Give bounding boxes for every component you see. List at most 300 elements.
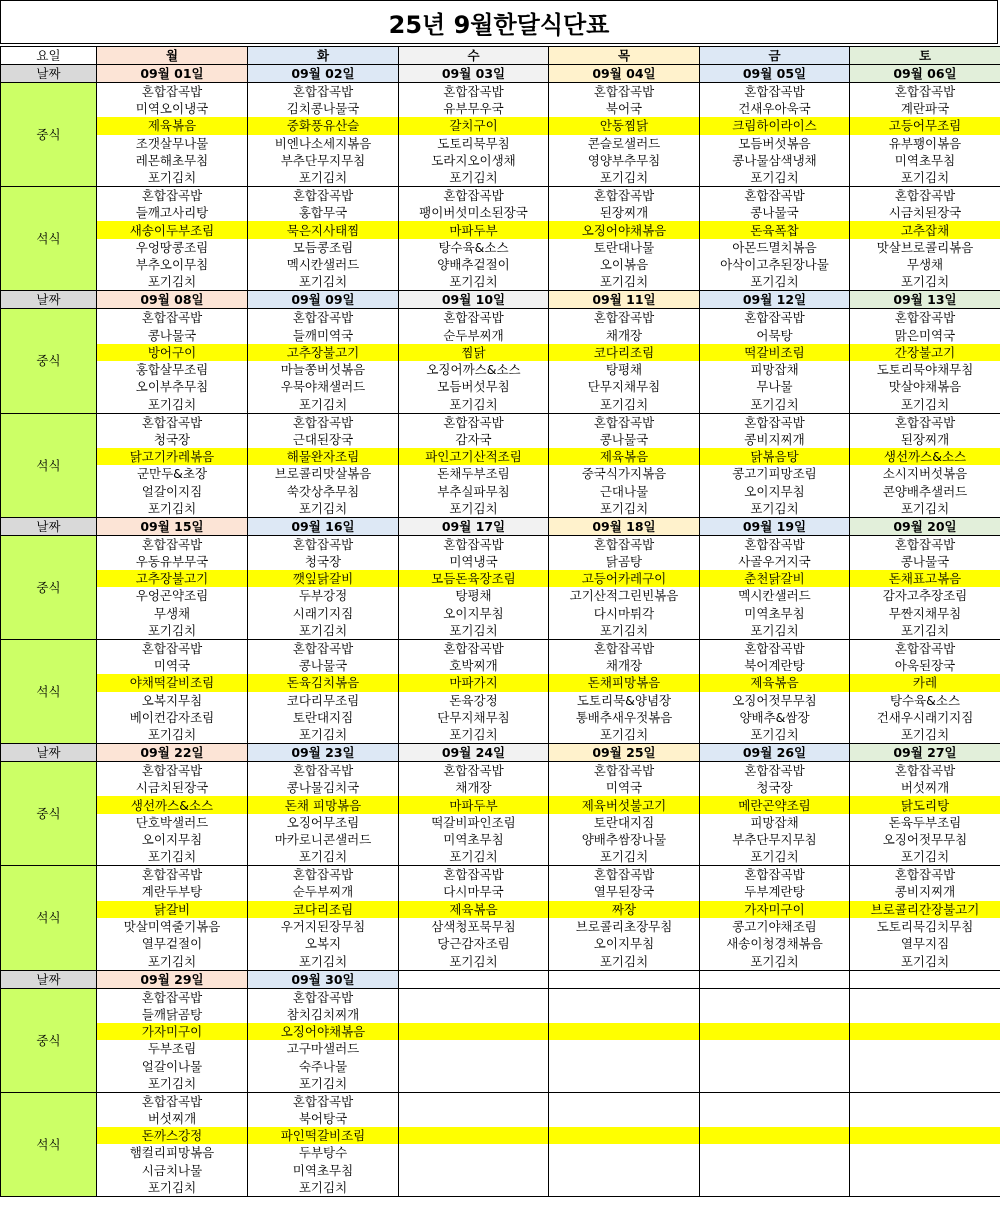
date-cell: 09월 25일 — [549, 744, 700, 762]
menu-item: 콩나물김치국 — [248, 779, 399, 796]
menu-item: 혼합잡곡밥 — [549, 762, 700, 780]
menu-item: 생선까스&소스 — [97, 796, 248, 813]
menu-item: 방어구이 — [97, 344, 248, 361]
menu-item: 마파두부 — [399, 796, 549, 813]
menu-item: 포기김치 — [850, 622, 1000, 640]
dinner-label: 석식 — [1, 639, 97, 743]
menu-item: 가자미구이 — [97, 1023, 248, 1040]
menu-item: 오징어젓무무침 — [700, 692, 850, 709]
menu-item: 근대된장국 — [248, 431, 399, 448]
menu-item: 안동찜닭 — [549, 117, 700, 134]
date-cell: 09월 20일 — [850, 517, 1000, 535]
menu-item: 포기김치 — [850, 953, 1000, 971]
date-cell — [549, 970, 700, 988]
menu-item: 아몬드멸치볶음 — [700, 239, 850, 256]
lunch-row — [1, 361, 1000, 378]
dinner-row — [1, 692, 1000, 709]
menu-item: 된장찌개 — [549, 204, 700, 221]
menu-item: 혼합잡곡밥 — [248, 988, 399, 1006]
menu-item: 메란곤약조림 — [700, 796, 850, 813]
menu-item: 미역냉국 — [399, 553, 549, 570]
menu-item: 도토리묵야채무침 — [850, 361, 1000, 378]
menu-item: 미역오이냉국 — [97, 100, 248, 117]
date-label: 날짜 — [1, 970, 97, 988]
menu-item: 오복지 — [248, 935, 399, 952]
menu-item: 우엉곤약조림 — [97, 587, 248, 604]
menu-item: 오이지무침 — [399, 605, 549, 622]
menu-item: 오이지무침 — [97, 831, 248, 848]
menu-item: 포기김치 — [399, 622, 549, 640]
dinner-row — [1, 1179, 1000, 1197]
menu-item: 혼합잡곡밥 — [549, 413, 700, 431]
menu-item — [549, 1127, 700, 1144]
menu-item: 돈채두부조림 — [399, 465, 549, 482]
menu-item: 우동유부무국 — [97, 553, 248, 570]
menu-item: 오징어까스&소스 — [399, 361, 549, 378]
date-cell: 09월 26일 — [700, 744, 850, 762]
menu-item: 포기김치 — [97, 396, 248, 414]
dinner-row — [1, 674, 1000, 691]
menu-item: 베이컨감자조림 — [97, 709, 248, 726]
menu-item: 오이지무침 — [549, 935, 700, 952]
lunch-row — [1, 553, 1000, 570]
dinner-row — [1, 482, 1000, 499]
menu-item: 홍합무국 — [248, 204, 399, 221]
lunch-row — [1, 1075, 1000, 1093]
menu-item: 혼합잡곡밥 — [248, 762, 399, 780]
menu-item: 포기김치 — [700, 500, 850, 518]
menu-item: 포기김치 — [549, 396, 700, 414]
lunch-row — [1, 796, 1000, 813]
menu-item: 마카로니콘샐러드 — [248, 831, 399, 848]
menu-item: 포기김치 — [399, 169, 549, 187]
menu-item: 중화풍유산슬 — [248, 117, 399, 134]
menu-item: 혼합잡곡밥 — [248, 83, 399, 101]
menu-item: 혼합잡곡밥 — [700, 83, 850, 101]
menu-item: 포기김치 — [248, 169, 399, 187]
menu-item: 포기김치 — [248, 848, 399, 866]
menu-item — [549, 1110, 700, 1127]
menu-item: 포기김치 — [399, 273, 549, 291]
menu-item: 열무된장국 — [549, 883, 700, 900]
menu-item: 단무지채무침 — [549, 378, 700, 395]
menu-item: 돈육강정 — [399, 692, 549, 709]
menu-item: 콩비지찌개 — [700, 431, 850, 448]
menu-item: 채개장 — [549, 326, 700, 343]
menu-item — [700, 1179, 850, 1197]
menu-item — [700, 1127, 850, 1144]
menu-item: 오이부추무침 — [97, 378, 248, 395]
dinner-label: 석식 — [1, 413, 97, 517]
menu-item: 묵은지사태찜 — [248, 221, 399, 238]
menu-item: 모듬버섯볶음 — [700, 135, 850, 152]
menu-item: 혼합잡곡밥 — [248, 1092, 399, 1110]
dinner-row — [1, 448, 1000, 465]
menu-item: 부추단무지무침 — [700, 831, 850, 848]
lunch-row — [1, 605, 1000, 622]
lunch-label: 중식 — [1, 988, 97, 1092]
menu-item: 혼합잡곡밥 — [850, 866, 1000, 884]
dinner-row — [1, 221, 1000, 238]
dinner-row — [1, 918, 1000, 935]
dinner-row — [1, 953, 1000, 971]
lunch-row — [1, 1006, 1000, 1023]
menu-item: 순두부찌개 — [248, 883, 399, 900]
menu-item: 짜장 — [549, 901, 700, 918]
date-cell: 09월 15일 — [97, 517, 248, 535]
dinner-row — [1, 1110, 1000, 1127]
lunch-row — [1, 1040, 1000, 1057]
lunch-row — [1, 814, 1000, 831]
menu-item: 오징어젓무무침 — [850, 831, 1000, 848]
menu-item: 시금치된장국 — [850, 204, 1000, 221]
lunch-row — [1, 344, 1000, 361]
menu-item — [399, 988, 549, 1006]
weekday-header: 토 — [850, 47, 1000, 65]
menu-item: 우거지된장무침 — [248, 918, 399, 935]
menu-item: 마파가지 — [399, 674, 549, 691]
menu-item — [850, 1092, 1000, 1110]
menu-item: 감자국 — [399, 431, 549, 448]
menu-item: 돈채 피망볶음 — [248, 796, 399, 813]
lunch-row — [1, 1023, 1000, 1040]
menu-item: 혼합잡곡밥 — [248, 309, 399, 327]
lunch-row — [1, 1057, 1000, 1074]
menu-item: 모듬콩조림 — [248, 239, 399, 256]
menu-item: 단호박샐러드 — [97, 814, 248, 831]
menu-item: 무생채 — [850, 256, 1000, 273]
menu-item: 어묵탕 — [700, 326, 850, 343]
menu-item: 제육버섯불고기 — [549, 796, 700, 813]
dinner-row — [1, 1162, 1000, 1179]
menu-item — [700, 1144, 850, 1161]
menu-item — [549, 988, 700, 1006]
menu-item: 계란두부탕 — [97, 883, 248, 900]
menu-item: 포기김치 — [248, 500, 399, 518]
date-cell: 09월 05일 — [700, 65, 850, 83]
menu-item: 크림하이라이스 — [700, 117, 850, 134]
menu-item: 건새우시래기지짐 — [850, 709, 1000, 726]
menu-item: 혼합잡곡밥 — [97, 762, 248, 780]
lunch-label: 중식 — [1, 309, 97, 413]
menu-item — [399, 1127, 549, 1144]
lunch-row — [1, 83, 1000, 101]
menu-item: 해물완자조림 — [248, 448, 399, 465]
menu-item: 채개장 — [399, 779, 549, 796]
dinner-row — [1, 639, 1000, 657]
date-row — [1, 291, 1000, 309]
menu-item — [549, 1023, 700, 1040]
date-cell: 09월 22일 — [97, 744, 248, 762]
menu-item: 혼합잡곡밥 — [97, 988, 248, 1006]
menu-item: 시래기지짐 — [248, 605, 399, 622]
menu-item: 포기김치 — [850, 500, 1000, 518]
date-row — [1, 65, 1000, 83]
menu-item: 맛살브로콜리볶음 — [850, 239, 1000, 256]
lunch-row — [1, 152, 1000, 169]
menu-item — [850, 1075, 1000, 1093]
dinner-row — [1, 1144, 1000, 1161]
menu-item: 혼합잡곡밥 — [97, 83, 248, 101]
date-cell: 09월 24일 — [399, 744, 549, 762]
menu-item: 포기김치 — [248, 726, 399, 744]
menu-item: 단무지채무침 — [399, 709, 549, 726]
date-cell: 09월 18일 — [549, 517, 700, 535]
menu-item: 포기김치 — [248, 1075, 399, 1093]
menu-item: 포기김치 — [700, 622, 850, 640]
menu-item: 혼합잡곡밥 — [850, 83, 1000, 101]
menu-item: 고추잡채 — [850, 221, 1000, 238]
menu-item — [700, 1110, 850, 1127]
menu-item: 된장찌개 — [850, 431, 1000, 448]
menu-item — [850, 1110, 1000, 1127]
menu-item: 혼합잡곡밥 — [399, 866, 549, 884]
date-cell: 09월 19일 — [700, 517, 850, 535]
menu-item: 들깨고사리탕 — [97, 204, 248, 221]
menu-item: 포기김치 — [700, 273, 850, 291]
menu-item: 혼합잡곡밥 — [248, 413, 399, 431]
menu-item: 양배추&쌈장 — [700, 709, 850, 726]
menu-item: 마파두부 — [399, 221, 549, 238]
menu-item: 홍합살무조림 — [97, 361, 248, 378]
menu-item: 콩고기피망조림 — [700, 465, 850, 482]
menu-item: 혼합잡곡밥 — [97, 309, 248, 327]
menu-item: 미역초무침 — [850, 152, 1000, 169]
menu-item: 혼합잡곡밥 — [850, 309, 1000, 327]
date-cell: 09월 04일 — [549, 65, 700, 83]
lunch-row — [1, 762, 1000, 780]
lunch-row — [1, 117, 1000, 134]
menu-item: 아삭이고추된장나물 — [700, 256, 850, 273]
date-cell: 09월 12일 — [700, 291, 850, 309]
menu-item: 혼합잡곡밥 — [700, 187, 850, 205]
menu-item: 청국장 — [700, 779, 850, 796]
menu-item: 비엔나소세지볶음 — [248, 135, 399, 152]
menu-item: 쑥갓상추무침 — [248, 482, 399, 499]
meal-table — [0, 46, 1000, 1197]
menu-item: 북어계란탕 — [700, 657, 850, 674]
dinner-row — [1, 866, 1000, 884]
day-label: 요일 — [1, 47, 97, 65]
dinner-row — [1, 256, 1000, 273]
menu-item: 혼합잡곡밥 — [549, 535, 700, 553]
date-cell: 09월 23일 — [248, 744, 399, 762]
menu-item: 버섯찌개 — [97, 1110, 248, 1127]
menu-item: 혼합잡곡밥 — [850, 639, 1000, 657]
menu-item: 포기김치 — [97, 622, 248, 640]
menu-item: 오이지무침 — [700, 482, 850, 499]
menu-item: 열무겉절이 — [97, 935, 248, 952]
menu-item: 고구마샐러드 — [248, 1040, 399, 1057]
menu-item: 새송이청경채볶음 — [700, 935, 850, 952]
menu-item: 사골우거지국 — [700, 553, 850, 570]
menu-item: 혼합잡곡밥 — [549, 866, 700, 884]
menu-item: 참치김치찌개 — [248, 1006, 399, 1023]
menu-item: 콘슬로샐러드 — [549, 135, 700, 152]
menu-item: 청국장 — [97, 431, 248, 448]
menu-item: 콩나물국 — [700, 204, 850, 221]
menu-item: 탕평채 — [399, 587, 549, 604]
date-label: 날짜 — [1, 517, 97, 535]
menu-item — [700, 1092, 850, 1110]
dinner-row — [1, 273, 1000, 291]
menu-item — [399, 1092, 549, 1110]
menu-item: 혼합잡곡밥 — [549, 83, 700, 101]
menu-item: 포기김치 — [248, 622, 399, 640]
menu-item: 미역초무침 — [248, 1162, 399, 1179]
menu-item: 순두부찌개 — [399, 326, 549, 343]
menu-item: 도토리묵&양념장 — [549, 692, 700, 709]
date-cell: 09월 09일 — [248, 291, 399, 309]
menu-item: 혼합잡곡밥 — [700, 762, 850, 780]
menu-item: 포기김치 — [97, 1075, 248, 1093]
menu-item: 모듬버섯무침 — [399, 378, 549, 395]
menu-item: 포기김치 — [97, 500, 248, 518]
menu-item: 시금치나물 — [97, 1162, 248, 1179]
menu-item: 돈육김치볶음 — [248, 674, 399, 691]
menu-item: 제육볶음 — [549, 448, 700, 465]
lunch-row — [1, 848, 1000, 866]
dinner-label: 석식 — [1, 1092, 97, 1196]
menu-item: 야채떡갈비조림 — [97, 674, 248, 691]
menu-item: 채개장 — [549, 657, 700, 674]
date-label: 날짜 — [1, 744, 97, 762]
menu-item: 포기김치 — [850, 273, 1000, 291]
menu-item: 닭갈비 — [97, 901, 248, 918]
menu-item: 북어국 — [549, 100, 700, 117]
menu-item: 버섯찌개 — [850, 779, 1000, 796]
menu-item — [399, 1144, 549, 1161]
menu-item: 토란대지짐 — [549, 814, 700, 831]
menu-item — [850, 1179, 1000, 1197]
lunch-row — [1, 169, 1000, 187]
menu-item: 유부무우국 — [399, 100, 549, 117]
menu-item: 고기산적그린빈볶음 — [549, 587, 700, 604]
menu-item: 혼합잡곡밥 — [97, 535, 248, 553]
menu-item: 깻잎닭갈비 — [248, 570, 399, 587]
menu-item: 포기김치 — [399, 953, 549, 971]
date-cell — [399, 970, 549, 988]
menu-item: 들깨닭곰탕 — [97, 1006, 248, 1023]
menu-item — [700, 1162, 850, 1179]
menu-item: 오이볶음 — [549, 256, 700, 273]
menu-item — [399, 1006, 549, 1023]
menu-item: 미역국 — [549, 779, 700, 796]
menu-item: 포기김치 — [248, 1179, 399, 1197]
menu-item: 혼합잡곡밥 — [97, 187, 248, 205]
menu-item: 포기김치 — [97, 169, 248, 187]
dinner-label: 석식 — [1, 866, 97, 970]
menu-item — [700, 1023, 850, 1040]
dinner-row — [1, 413, 1000, 431]
menu-item: 오징어야채볶음 — [549, 221, 700, 238]
menu-item: 포기김치 — [850, 396, 1000, 414]
menu-item: 유부꽹이볶음 — [850, 135, 1000, 152]
menu-item: 부추오이무침 — [97, 256, 248, 273]
menu-item: 혼합잡곡밥 — [700, 866, 850, 884]
menu-item: 혼합잡곡밥 — [700, 413, 850, 431]
dinner-row — [1, 1092, 1000, 1110]
menu-item: 코다리조림 — [549, 344, 700, 361]
menu-item: 혼합잡곡밥 — [399, 83, 549, 101]
menu-item: 돈육폭찹 — [700, 221, 850, 238]
menu-item: 두부탕수 — [248, 1144, 399, 1161]
date-cell: 09월 03일 — [399, 65, 549, 83]
menu-item: 포기김치 — [97, 848, 248, 866]
date-cell: 09월 29일 — [97, 970, 248, 988]
date-cell: 09월 08일 — [97, 291, 248, 309]
menu-item: 제육볶음 — [399, 901, 549, 918]
menu-item: 포기김치 — [700, 169, 850, 187]
menu-item: 모듬돈육장조림 — [399, 570, 549, 587]
menu-item: 브로콜리초장무침 — [549, 918, 700, 935]
menu-item — [850, 1144, 1000, 1161]
lunch-row — [1, 309, 1000, 327]
menu-item: 혼합잡곡밥 — [700, 309, 850, 327]
dinner-row — [1, 657, 1000, 674]
menu-item: 파인고기산적조림 — [399, 448, 549, 465]
weekday-header: 화 — [248, 47, 399, 65]
menu-item: 포기김치 — [248, 953, 399, 971]
menu-item: 멕시칸샐러드 — [700, 587, 850, 604]
menu-item: 우엉땅콩조림 — [97, 239, 248, 256]
menu-item: 포기김치 — [700, 396, 850, 414]
menu-item: 맑은미역국 — [850, 326, 1000, 343]
date-label: 날짜 — [1, 65, 97, 83]
menu-item: 포기김치 — [549, 169, 700, 187]
date-label: 날짜 — [1, 291, 97, 309]
date-row — [1, 970, 1000, 988]
menu-item: 탕수육&소스 — [399, 239, 549, 256]
menu-item — [700, 1057, 850, 1074]
menu-item — [399, 1023, 549, 1040]
menu-item: 얼갈이지짐 — [97, 482, 248, 499]
menu-item: 코다리조림 — [248, 901, 399, 918]
date-cell — [700, 970, 850, 988]
menu-item — [549, 1006, 700, 1023]
dinner-row — [1, 709, 1000, 726]
dinner-row — [1, 239, 1000, 256]
date-cell: 09월 30일 — [248, 970, 399, 988]
lunch-row — [1, 135, 1000, 152]
menu-item: 다시마튀각 — [549, 605, 700, 622]
menu-item: 혼합잡곡밥 — [549, 639, 700, 657]
menu-item: 브로콜리간장불고기 — [850, 901, 1000, 918]
menu-item: 콩나물국 — [248, 657, 399, 674]
menu-item: 시금치된장국 — [97, 779, 248, 796]
menu-item: 영양부추무침 — [549, 152, 700, 169]
menu-item: 닭도리탕 — [850, 796, 1000, 813]
menu-item: 고추장불고기 — [248, 344, 399, 361]
menu-item: 혼합잡곡밥 — [248, 866, 399, 884]
menu-item — [850, 988, 1000, 1006]
menu-item: 포기김치 — [549, 500, 700, 518]
lunch-row — [1, 100, 1000, 117]
menu-item: 돈육두부조림 — [850, 814, 1000, 831]
menu-item — [399, 1162, 549, 1179]
menu-item: 포기김치 — [549, 622, 700, 640]
menu-item: 혼합잡곡밥 — [399, 535, 549, 553]
menu-item: 혼합잡곡밥 — [700, 639, 850, 657]
date-cell: 09월 06일 — [850, 65, 1000, 83]
menu-item: 닭곰탕 — [549, 553, 700, 570]
menu-item: 콩나물국 — [549, 431, 700, 448]
menu-item: 탕평채 — [549, 361, 700, 378]
menu-item: 근대나물 — [549, 482, 700, 499]
menu-item: 다시마무국 — [399, 883, 549, 900]
menu-item: 멕시칸샐러드 — [248, 256, 399, 273]
menu-item: 혼합잡곡밥 — [700, 535, 850, 553]
